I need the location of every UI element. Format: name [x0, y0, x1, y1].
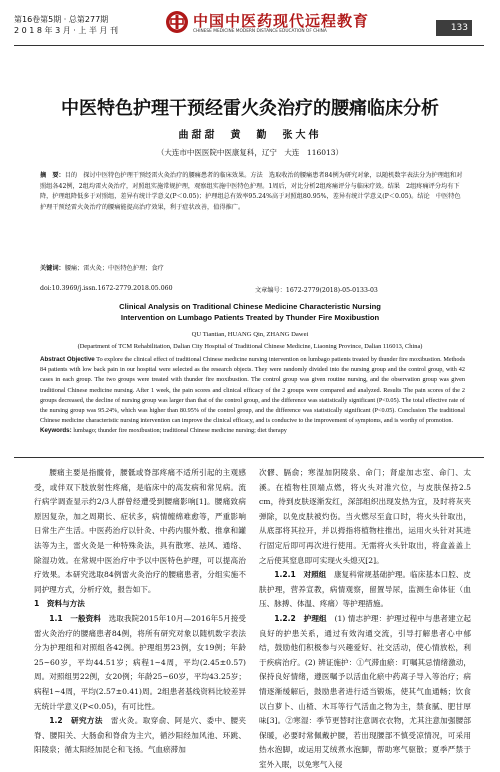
journal-masthead: [165, 8, 425, 38]
abstract-text: 目的 探讨中医特色护理干预经雷火灸治疗的腰痛患者的临床效果。方法 选取收治的腰痛患者84例为研究对象，以随机数字表法分为护理组和对照组各42例，2组均雷火灸治疗，对照组实施常规护理，观察组实施中医特色护理。1周后，对比分析2组疼痛评分与临床疗效。结果 2组疼痛评分均有下降，护理组降低多于对照组，差异有统计学意义(P＜0.05)；护理组总有效率95.24%高于对照组80.95%，差异有统计学意义(P＜0.05)。结论 中医特色护理干预经雷火灸治疗的腰痛能提高治疗效果，利于症状改善，值得推广。: [40, 172, 463, 211]
issue-line-1: 第16卷第5期 · 总第277期: [14, 15, 109, 24]
page-number: 133: [436, 20, 472, 36]
abstract-en-text: To explore the clinical effect of traditional Chinese medicine nursing intervention on lumbago patients treated by thunder fire moxibustion. Methods 84 patients with low back pain in our hospital were selected as the research objects. They were randomly divided into the nursing group and the control group, with 42 cases in each group. The two groups were treated with thunder fire moxibustion. The control group was given routine nursing, and the observation group was given traditional Chinese medicine nursing. After 1 week, the pain scores and clinical efficacy of the 2 groups were compared and analyzed. Results The pain scores of the 2 groups decreased, the decline of nursing group was larger than that of the control group, and the difference was statistically significant (P<0.05). The total effective rate of the nursing group was 95.24%, which was higher than 80.95% of the control group, and the difference was statistically significant (P<0.05). Conclusion The traditional Chinese medicine characteristic nursing intervention can improve the clinical efficacy, and is conducive to the improvement of symptoms, and is worthy of promotion.: [40, 356, 465, 425]
article-authors-en: QU Tiantian, HUANG Qin, ZHANG Dawei: [191, 331, 309, 338]
article-authors: 曲甜甜 黄 勤 张大伟: [178, 130, 322, 141]
method-paragraph-continued: 次髎、膈俞；寒湿加阴陵泉、命门；肾虚加志室、命门、太溪。在植物柱顶端点燃，将火头对准穴位，与皮肤保持2.5 cm，待到皮肤逐渐发红，深部组织出现发热为宜，及时将灰夹弹除，以免皮肤被灼伤。当火燃尽至盒口时，将火头针取出，从底部将其拉开，并以拇指将植物柱推出，运用火头针对其进行固定后即可再次进行使用。无需将火头针取出，将盒盖盖上之后使其窒息即可实现火头熄灭[2]。: [259, 468, 471, 565]
body-column-left: [34, 466, 246, 758]
keywords-en-label: Keywords:: [40, 427, 72, 435]
keywords-cn: [40, 264, 465, 275]
section-1-1: [34, 612, 246, 714]
section-1-2-2-text: (1) 情志护理：护理过程中与患者建立起良好的护患关系，通过有效沟通交流，引导打解患者心中郁结，鼓励他们积极参与兴趣爱好、社交活动，使心情放松，利于疾病治疗。(2) 辨证施护：①气滞血瘀：叮嘱其忌情绪激动，保持良好情绪，遵医嘱予以活血化瘀中药离子导入等治疗；病情逐渐缓解后，鼓励患者进行适当锻炼，使其气血通畅；饮食以白萝卜、山楂、木耳等行气活血之物为主，禁食腻、肥甘厚味[3]。②寒湿：季节更替时注意调衣衣物，尤其注意加强腰部保暖，必要时常佩戴护腰，若出现腰部不慎受凉情况，可采用热水泡脚，或运用艾绒煮水泡脚，帮助寒气驱散；夏季严禁于室外入眠，以免寒气入侵: [259, 613, 472, 769]
keywords-label: 关键词：: [40, 265, 65, 272]
keywords-en-text: lumbago; thunder fire moxibustion; traditional Chinese medicine nursing; diet therapy: [73, 427, 287, 435]
journal-logo-icon: [165, 10, 189, 34]
section-1-2-text: 雷火灸。取穿俞、阿是穴、委中、腰夹脊、腰阳关、大肠俞和脊俞为主穴，循沙阳经加风池、环跳、阳陵泉；循太阳经加昆仑和飞扬。气血瘀滞加: [34, 716, 247, 755]
body-column-right: [259, 466, 471, 772]
journal-title-en: CHINESE MEDICINE MODERN DISTANCE EDUCATION OF CHINA: [193, 29, 327, 34]
abstract-label: 摘 要：: [40, 172, 65, 179]
issue-line-2: 2 0 1 8 年 3 月 · 上 半 月 刊: [14, 26, 118, 35]
section-1-2: [34, 714, 246, 758]
journal-title-cn: 中国中医药现代远程教育: [193, 12, 370, 30]
article-affiliation-en: (Department of TCM Rehabilitation, Dalian City Hospital of Traditional Chinese Medicine, Liaoning Province, Dalian 116013, China): [77, 343, 423, 350]
article-affiliation: （大连市中医医院中医康复科，辽宁 大连 116013）: [156, 148, 344, 157]
article-number: 文章编号：1672-2779(2018)-05-0133-03: [255, 287, 378, 294]
article-title-en: Clinical Analysis on Traditional Chinese Medicine Characteristic Nursing Intervention on Lumbago Patients Treated by Thunder Fire Moxibustion: [119, 302, 381, 322]
section-heading-1-2-1: 1.2.1 对照组: [274, 570, 327, 580]
abstract-en: [40, 355, 465, 437]
header-divider: [14, 45, 484, 46]
section-1-2-2: [259, 612, 471, 772]
abstract-cn: [40, 171, 465, 213]
intro-paragraph: 腰痛主要是指髋骨，腰骶或脊部疼痛不适所引起的主观感受，或伴双下肢放射性疼痛，是临床中的高发病和常见病。流行病学调查显示约2/3人群曾经遭受到腰痛影响[1]。腰痛致病原因复杂，加之周期长、症状多，病情缠绵难愈等，严重影响日常生产生活。中医药治疗以针灸、中药内服外敷、推拿和罐法等为主，雷火灸是一种特殊灸法，具有散寒、祛风、通络、除湿功效。在常规中医治疗中予以中医特色护理，可以提高治疗效果。本研究选取84例雷火灸治疗的腰痛患者，分组实施不同护理方式，分析疗效，报告如下。: [34, 468, 246, 594]
section-heading-1-2: 1.2 研究方法: [49, 716, 103, 726]
section-heading-1: 1 资料与方法: [34, 599, 85, 609]
page-header: [0, 0, 500, 44]
doi: doi:10.3969/j.issn.1672-2779.2018.05.060: [40, 285, 173, 292]
article-title: 中医特色护理干预经雷火灸治疗的腰痛临床分析: [61, 98, 439, 119]
section-1-1-text: 选取我院2015年10月—2016年5月接受雷火灸治疗的腰痛患者84例，将所有研究对象以随机数字表法分为护理组和对照组各42例。护理组男23例，女19例；年龄25~60岁，平均44.51岁；病程1~4周，平均(2.45±0.57)周。对照组男22例，女20例；年龄25~60岁，平均43.25岁；病程1~4周，平均(2.57±0.41)周。2组患者基线资料比较差异无统计学意义(P<0.05)，有可比性。: [34, 613, 247, 711]
keywords-text: 腰痛；雷火灸；中医特色护理；食疗: [64, 265, 164, 272]
abstract-en-label: Abstract Objective: [40, 356, 95, 363]
issue-info: [14, 14, 118, 36]
section-1-2-1-text: 康复科常规基础护理。临床基本口腔、皮肤护理，营养宣教，病情观察，留置导尿，监测生命体征（血压、脉搏、体温、疼痛）等护理措施。: [259, 570, 472, 609]
section-heading-1-1: 1.1 一般资料: [49, 613, 101, 623]
section-1-2-1: [259, 568, 471, 612]
section-heading-1-2-2: 1.2.2 护理组: [274, 613, 327, 623]
abstract-divider: [14, 457, 484, 458]
